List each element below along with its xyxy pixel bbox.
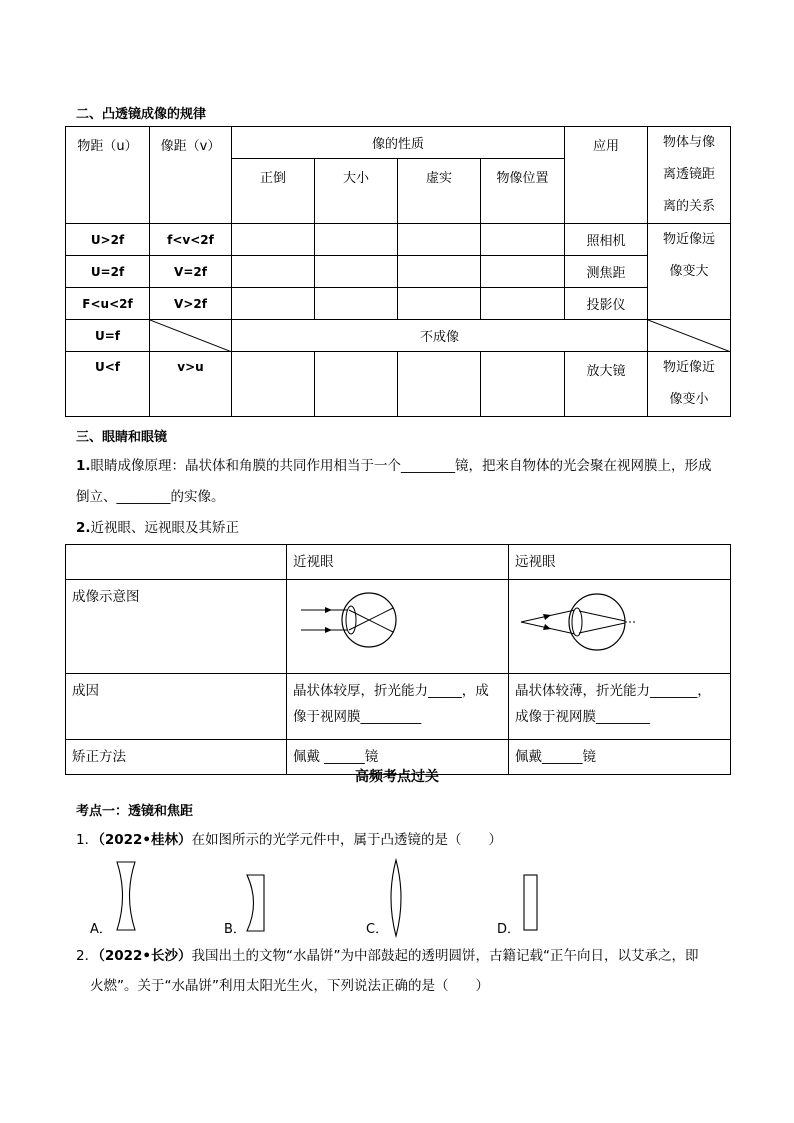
option-d-label: D．	[497, 922, 521, 937]
header-application: 应用	[565, 127, 648, 224]
diagonal-cell	[648, 320, 731, 352]
hyperopia-diagram-cell	[509, 580, 731, 674]
relation-near-far-2: 像变大	[669, 264, 709, 279]
blank-cell	[232, 256, 315, 288]
exam-title: 高频考点过关	[355, 769, 439, 785]
myopia-cause: 晶状体较厚，折光能力_____，成像于视网膜_________	[287, 674, 509, 740]
col-hyperopia: 远视眼	[509, 545, 731, 580]
p1-number: 1.	[76, 458, 91, 474]
blank-cell	[398, 256, 481, 288]
section2-heading: 二、凸透镜成像的规律	[76, 107, 207, 122]
blank-cell	[398, 224, 481, 256]
header-object-distance: 物距（u）	[66, 127, 150, 224]
q1-text: 在如图所示的光学元件中，属于凸透镜的是（ ）	[191, 832, 503, 848]
eye-table	[65, 544, 731, 775]
myopia-eye-diagram	[287, 580, 509, 664]
header-distance-relation	[648, 127, 731, 224]
blank-cell	[481, 224, 565, 256]
eye-principle-paragraph	[76, 456, 736, 507]
blank-cell	[232, 288, 315, 320]
option-c-label: C．	[366, 922, 389, 937]
no-image-cell: 不成像	[232, 320, 648, 352]
blank-cell	[232, 352, 315, 417]
blank-cell	[315, 256, 398, 288]
header-image-nature: 像的性质	[232, 127, 565, 159]
eye-table-corner	[66, 545, 287, 580]
p2-number: 2.	[76, 520, 91, 536]
row5-relation-1: 物近像近	[663, 360, 716, 375]
relation-near-far-1: 物近像远	[663, 232, 716, 247]
section3-heading: 三、眼睛和眼镜	[76, 430, 168, 445]
question-1	[76, 830, 502, 850]
row3-v: V>2f	[150, 288, 232, 320]
concave-lens-icon	[114, 860, 138, 932]
diagonal-line	[648, 320, 731, 352]
row1-app: 照相机	[565, 224, 648, 256]
q2-number: 2．	[76, 948, 99, 964]
hyperopia-correction: 佩戴______镜	[509, 740, 731, 775]
blank-cell	[315, 352, 398, 417]
q2-source: （2022•长沙）	[98, 948, 192, 964]
glass-slab-icon	[522, 873, 540, 933]
row3-app: 投影仪	[565, 288, 648, 320]
blank-cell	[315, 288, 398, 320]
hyperopia-cause: 晶状体较薄，折光能力_______，成像于视网膜________	[509, 674, 731, 740]
col-myopia: 近视眼	[287, 545, 509, 580]
question-2	[76, 946, 736, 996]
row1-u: U>2f	[66, 224, 150, 256]
myopia-correction: 佩戴 ______镜	[287, 740, 509, 775]
relation-line-3: 离的关系	[663, 199, 716, 214]
convex-lens-icon	[386, 858, 406, 938]
blank-cell	[398, 352, 481, 417]
hyperopia-eye-diagram	[509, 580, 731, 664]
q2-line1: 我国出土的文物“水晶饼”为中部鼓起的透明圆饼，古籍记载“正午向日，以艾承之，即	[191, 948, 699, 964]
q2-line2: 火燃”。关于“水晶饼”利用太阳光生火，下列说法正确的是（ ）	[90, 978, 489, 994]
blank-cell	[315, 224, 398, 256]
diagonal-line	[150, 320, 232, 352]
row-correction-label: 矫正方法	[66, 740, 287, 775]
row5-u: U<f	[66, 352, 150, 417]
p1-line2: 倒立、________的实像。	[76, 489, 225, 505]
row4-u: U=f	[66, 320, 150, 352]
option-a-label: A．	[90, 922, 112, 937]
header-image-distance: 像距（v）	[150, 127, 232, 224]
row2-v: V=2f	[150, 256, 232, 288]
row2-u: U=2f	[66, 256, 150, 288]
row5-relation-2: 像变小	[669, 392, 709, 407]
blank-cell	[398, 288, 481, 320]
header-position: 物像位置	[481, 159, 565, 224]
row5-v: v>u	[150, 352, 232, 417]
p2-line	[76, 518, 239, 538]
p2-text: 近视眼、远视眼及其矫正	[90, 520, 240, 536]
blank-cell	[232, 224, 315, 256]
row-cause-label: 成因	[66, 674, 287, 740]
row1-v: f<v<2f	[150, 224, 232, 256]
relation-line-1: 物体与像	[663, 135, 716, 150]
relation-line-2: 离透镜距	[663, 167, 716, 182]
header-size: 大小	[315, 159, 398, 224]
row-diagram-label: 成像示意图	[66, 580, 287, 674]
row2-app: 测焦距	[565, 256, 648, 288]
relation-near-far	[648, 224, 731, 320]
header-real-virtual: 虚实	[398, 159, 481, 224]
plano-concave-lens-icon	[244, 873, 268, 933]
row5-app: 放大镜	[565, 352, 648, 417]
blank-cell	[481, 352, 565, 417]
myopia-diagram-cell	[287, 580, 509, 674]
blank-cell	[481, 256, 565, 288]
convex-lens-table	[65, 126, 731, 417]
row3-u: F<u<2f	[66, 288, 150, 320]
diagonal-cell	[150, 320, 232, 352]
blank-cell	[481, 288, 565, 320]
q1-source: （2022•桂林）	[98, 832, 192, 848]
row5-relation	[648, 352, 731, 417]
exam-point1: 考点一：透镜和焦距	[76, 804, 194, 819]
q1-number: 1．	[76, 832, 99, 848]
p1-line1: 眼睛成像原理：晶状体和角膜的共同作用相当于一个________镜，把来自物体的光会聚在视网膜上，形成	[90, 458, 712, 474]
header-upright: 正倒	[232, 159, 315, 224]
option-b-label: B．	[224, 922, 246, 937]
